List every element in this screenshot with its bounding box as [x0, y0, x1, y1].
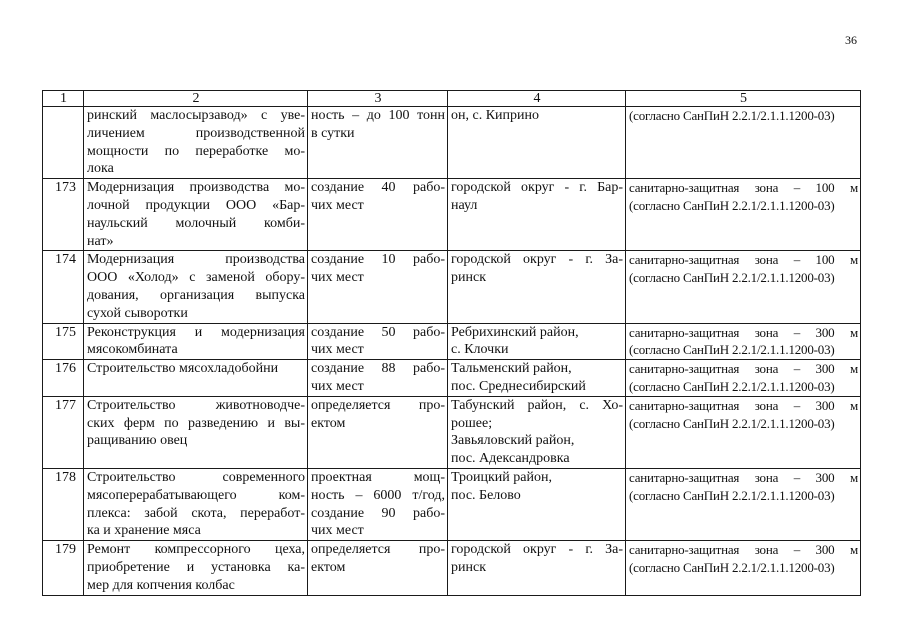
project-name-line: мясоперерабатывающего ком-: [87, 487, 305, 503]
project-note-line: (согласно СанПиН 2.2.1/2.1.1.1200-03): [629, 197, 835, 213]
project-location-cell: [448, 179, 626, 251]
project-location-line: пос. Среднесибирский: [451, 378, 586, 394]
project-name-line: лочной продукции ООО «Бар-: [87, 197, 305, 213]
project-name-line: Строительство современного: [87, 469, 305, 485]
project-location-cell: [448, 107, 626, 179]
project-name-line: Модернизация производства: [87, 252, 305, 268]
project-note-line: санитарно-защитная зона – 300 м: [629, 397, 858, 413]
project-capacity-line: ектом: [311, 559, 346, 575]
project-location-line: ринск: [451, 270, 486, 286]
project-note-cell: [626, 179, 861, 251]
project-location-cell: [448, 323, 626, 360]
row-number-cell: 175: [43, 323, 84, 360]
table-row: [43, 396, 861, 468]
table-row: [43, 107, 861, 179]
project-capacity-cell: [308, 107, 448, 179]
project-location-line: рошее;: [451, 415, 493, 431]
table-header-row: [43, 91, 861, 107]
project-note-line: (согласно СанПиН 2.2.1/2.1.1.1200-03): [629, 487, 835, 503]
project-name-line: Строительство животноводче-: [87, 397, 305, 413]
project-capacity-line: создание 10 рабо-: [311, 252, 445, 268]
project-capacity-line: создание 50 рабо-: [311, 324, 445, 340]
project-capacity-line: чих мест: [311, 270, 364, 286]
project-name-cell: [84, 107, 308, 179]
project-name-line: Ремонт компрессорного цеха,: [87, 542, 305, 558]
project-name-cell: [84, 323, 308, 360]
project-capacity-cell: [308, 323, 448, 360]
project-capacity-cell: [308, 468, 448, 540]
project-name-cell: [84, 396, 308, 468]
header-cell-1: 1: [43, 91, 84, 107]
project-capacity-line: создание 88 рабо-: [311, 361, 445, 377]
project-name-line: приобретение и установка ка-: [87, 559, 305, 575]
project-capacity-line: чих мест: [311, 342, 364, 358]
project-location-line: ринск: [451, 559, 486, 575]
project-capacity-line: определяется про-: [311, 542, 445, 558]
row-number-cell: 176: [43, 360, 84, 397]
project-note-line: санитарно-защитная зона – 300 м: [629, 469, 858, 485]
project-note-line: санитарно-защитная зона – 300 м: [629, 542, 858, 558]
project-note-cell: [626, 323, 861, 360]
row-number-cell: 178: [43, 468, 84, 540]
project-name-line: дования, организация выпуска: [87, 287, 305, 303]
header-cell-3: 3: [308, 91, 448, 107]
row-number-cell: 173: [43, 179, 84, 251]
project-name-line: ООО «Холод» с заменой обору-: [87, 270, 305, 286]
table-body: [43, 91, 861, 596]
project-location-cell: [448, 251, 626, 323]
table-row: [43, 360, 861, 397]
project-name-line: нат»: [87, 233, 114, 249]
project-note-cell: [626, 468, 861, 540]
project-name-cell: [84, 251, 308, 323]
project-name-line: мясокомбината: [87, 342, 178, 358]
project-capacity-line: проектная мощ-: [311, 469, 445, 485]
project-location-line: городской округ - г. За-: [451, 542, 623, 558]
project-note-cell: [626, 360, 861, 397]
table-row: [43, 323, 861, 360]
project-name-cell: [84, 179, 308, 251]
project-capacity-cell: [308, 179, 448, 251]
project-name-line: личением производственной: [87, 125, 305, 141]
project-note-line: санитарно-защитная зона – 300 м: [629, 361, 858, 377]
project-capacity-cell: [308, 396, 448, 468]
project-capacity-cell: [308, 251, 448, 323]
page-number: 36: [845, 33, 857, 47]
project-capacity-cell: [308, 360, 448, 397]
project-location-line: наул: [451, 197, 478, 213]
table-row: [43, 541, 861, 595]
project-note-cell: [626, 396, 861, 468]
project-name-cell: [84, 468, 308, 540]
project-name-line: ринский маслосырзавод» с уве-: [87, 108, 305, 123]
table-row: [43, 179, 861, 251]
project-note-cell: [626, 107, 861, 179]
row-number-cell: [43, 107, 84, 179]
header-cell-4: 4: [448, 91, 626, 107]
project-name-cell: [84, 541, 308, 595]
table-row: [43, 468, 861, 540]
project-location-line: пос. Белово: [451, 487, 521, 503]
project-location-cell: [448, 396, 626, 468]
project-location-line: пос. Адександровка: [451, 451, 570, 467]
project-location-line: Ребрихинский район,: [451, 324, 579, 340]
project-capacity-line: чих мест: [311, 378, 364, 394]
project-capacity-line: создание 40 рабо-: [311, 180, 445, 196]
project-capacity-line: в сутки: [311, 125, 355, 141]
header-cell-2: 2: [84, 91, 308, 107]
project-note-line: санитарно-защитная зона – 100 м: [629, 180, 858, 196]
project-note-line: (согласно СанПиН 2.2.1/2.1.1.1200-03): [629, 415, 835, 431]
project-note-line: (согласно СанПиН 2.2.1/2.1.1.1200-03): [629, 108, 835, 123]
project-note-line: санитарно-защитная зона – 100 м: [629, 252, 858, 268]
project-name-line: лока: [87, 161, 114, 177]
table-row: [43, 251, 861, 323]
project-note-cell: [626, 251, 861, 323]
project-note-line: санитарно-защитная зона – 300 м: [629, 324, 858, 340]
project-capacity-line: чих мест: [311, 523, 364, 539]
project-name-line: мер для копчения колбас: [87, 577, 235, 593]
row-number-cell: 174: [43, 251, 84, 323]
project-location-cell: [448, 360, 626, 397]
project-location-cell: [448, 468, 626, 540]
project-note-line: (согласно СанПиН 2.2.1/2.1.1.1200-03): [629, 270, 835, 286]
project-note-line: (согласно СанПиН 2.2.1/2.1.1.1200-03): [629, 559, 835, 575]
project-capacity-line: ность – 6000 т/год,: [311, 487, 445, 503]
project-note-cell: [626, 541, 861, 595]
project-note-line: (согласно СанПиН 2.2.1/2.1.1.1200-03): [629, 378, 835, 394]
project-location-line: Завьяловский район,: [451, 433, 575, 449]
project-name-line: сухой сыворотки: [87, 305, 188, 321]
project-name-cell: [84, 360, 308, 397]
project-capacity-line: ектом: [311, 415, 346, 431]
project-capacity-cell: [308, 541, 448, 595]
projects-table: [42, 90, 861, 596]
project-note-line: (согласно СанПиН 2.2.1/2.1.1.1200-03): [629, 342, 835, 358]
project-location-line: Табунский район, с. Хо-: [451, 397, 623, 413]
project-location-cell: [448, 541, 626, 595]
project-location-line: городской округ - г. Бар-: [451, 180, 623, 196]
row-number-cell: 177: [43, 396, 84, 468]
project-name-line: наульский молочный комби-: [87, 215, 305, 231]
project-capacity-line: создание 90 рабо-: [311, 505, 445, 521]
project-capacity-line: ность – до 100 тонн: [311, 108, 445, 123]
project-location-line: Троицкий район,: [451, 469, 552, 485]
project-name-line: мощности по переработке мо-: [87, 143, 305, 159]
project-capacity-line: чих мест: [311, 197, 364, 213]
project-capacity-line: определяется про-: [311, 397, 445, 413]
project-name-line: Модернизация производства мо-: [87, 180, 305, 196]
project-name-line: ка и хранение мяса: [87, 523, 201, 539]
project-name-line: ращиванию овец: [87, 433, 188, 449]
project-name-line: Реконструкция и модернизация: [87, 324, 305, 340]
header-cell-5: 5: [626, 91, 861, 107]
row-number-cell: 179: [43, 541, 84, 595]
project-name-line: ских ферм по разведению и вы-: [87, 415, 305, 431]
project-location-line: Тальменский район,: [451, 361, 572, 377]
project-name-line: Строительство мясохладобойни: [87, 361, 279, 377]
project-location-line: городской округ - г. За-: [451, 252, 623, 268]
project-location-line: он, с. Киприно: [451, 108, 540, 123]
project-name-line: плекса: забой скота, переработ-: [87, 505, 305, 521]
project-location-line: с. Клочки: [451, 342, 509, 358]
